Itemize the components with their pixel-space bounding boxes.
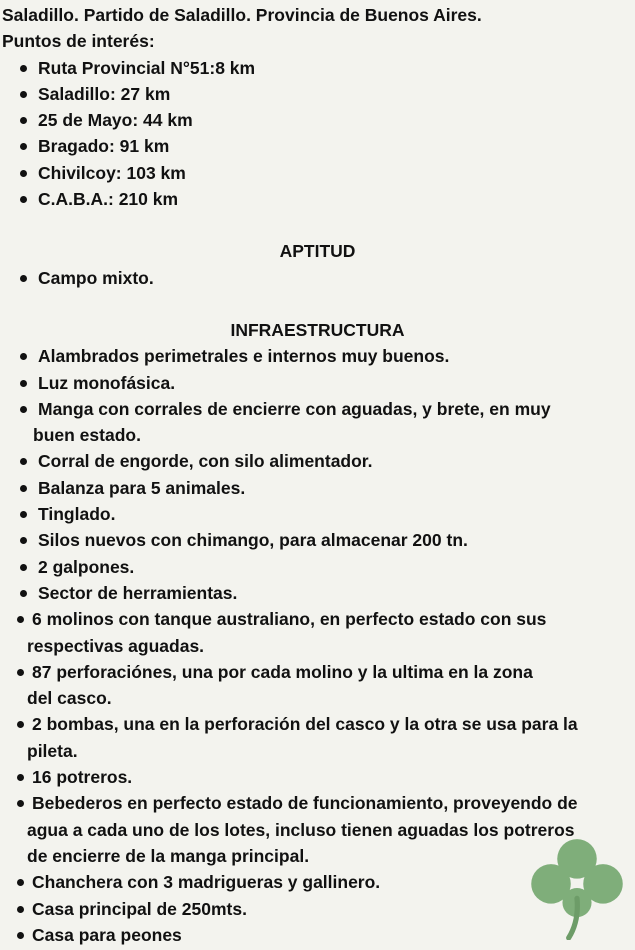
aptitud-list xyxy=(0,265,635,291)
list-item xyxy=(0,370,635,396)
list-item: Chivilcoy: 103 km xyxy=(0,160,635,186)
list-item-text: 87 perforaciónes, una por cada molino y la ultima en la zona xyxy=(32,661,533,682)
list-item-text: Luz monofásica. xyxy=(38,372,176,393)
list-item-text: 2 galpones. xyxy=(38,556,135,577)
list-item xyxy=(0,448,635,474)
list-item xyxy=(0,764,635,790)
clover-icon xyxy=(525,836,629,940)
list-item-text: Silos nuevos con chimango, para almacenar 200 tn. xyxy=(38,530,468,551)
list-item: Ruta Provincial N°51:8 km xyxy=(0,55,635,81)
list-item: Campo mixto. xyxy=(0,265,635,291)
list-item-text-continued: respectivas aguadas. xyxy=(27,635,205,656)
list-item xyxy=(0,396,635,449)
list-item-text-continued: buen estado. xyxy=(33,425,141,446)
list-item-text: 16 potreros. xyxy=(32,767,133,788)
list-item-text: Tinglado. xyxy=(38,504,116,525)
list-item-text: Balanza para 5 animales. xyxy=(38,477,246,498)
list-item: Saladillo: 27 km xyxy=(0,81,635,107)
list-item xyxy=(0,343,635,369)
list-item xyxy=(0,711,635,764)
location-line: Saladillo. Partido de Saladillo. Provincia de Buenos Aires. xyxy=(2,5,482,25)
list-item-text-continued: del casco. xyxy=(27,688,112,709)
list-item-text: Manga con corrales de encierre con aguadas, y brete, en muy xyxy=(38,398,551,419)
list-item xyxy=(0,554,635,580)
list-item: C.A.B.A.: 210 km xyxy=(0,186,635,212)
puntos-list xyxy=(0,55,635,213)
list-item xyxy=(0,475,635,501)
list-item-text: 2 bombas, una en la perforación del casco y la otra se usa para la xyxy=(32,714,578,735)
puntos-heading: Puntos de interés: xyxy=(2,31,155,52)
list-item-text: Bebederos en perfecto estado de funcionamiento, proveyendo de xyxy=(32,793,578,814)
list-item: 25 de Mayo: 44 km xyxy=(0,107,635,133)
list-item-text: Sector de herramientas. xyxy=(38,582,238,603)
list-item-text: 6 molinos con tanque australiano, en perfecto estado con sus xyxy=(32,609,547,630)
list-item xyxy=(0,580,635,606)
list-item-text-continued: agua a cada uno de los lotes, incluso tienen aguadas los potreros xyxy=(27,819,575,840)
list-item-text-continued: de encierre de la manga principal. xyxy=(27,845,310,866)
list-item-text: Casa para peones xyxy=(32,924,182,945)
list-item xyxy=(0,659,635,712)
infraestructura-list xyxy=(0,343,635,606)
infraestructura-heading: INFRAESTRUCTURA xyxy=(230,319,405,340)
list-item-text: Alambrados perimetrales e internos muy buenos. xyxy=(38,346,450,367)
aptitud-heading: APTITUD xyxy=(279,241,356,262)
list-item-text: Chanchera con 3 madrigueras y gallinero. xyxy=(32,872,381,893)
list-item-text: Casa principal de 250mts. xyxy=(32,898,247,919)
list-item-text-continued: pileta. xyxy=(27,740,78,761)
list-item-text: Corral de engorde, con silo alimentador. xyxy=(38,451,373,472)
list-item xyxy=(0,527,635,553)
list-item xyxy=(0,501,635,527)
list-item: Bragado: 91 km xyxy=(0,133,635,159)
list-item xyxy=(0,606,635,659)
